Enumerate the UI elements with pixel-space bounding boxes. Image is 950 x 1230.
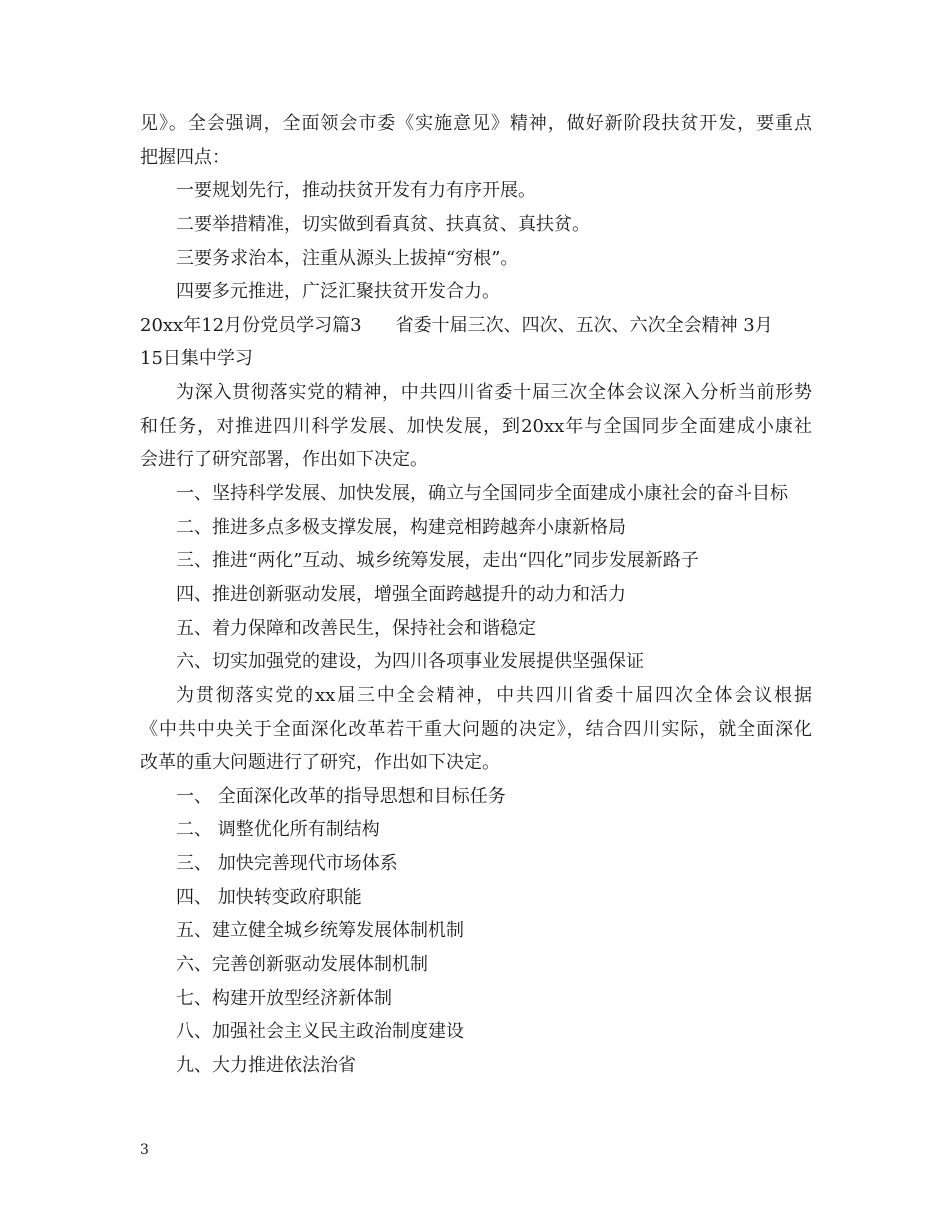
list-item: 二、推进多点多极支撑发展，构建竞相跨越奔小康新格局 (176, 516, 626, 538)
list-item: 八、加强社会主义民主政治制度建设 (176, 1021, 464, 1043)
list-item: 九、大力推进依法治省 (176, 1054, 356, 1076)
paragraph-line: 和任务，对推进四川科学发展、加快发展，到20xx年与全国同步全面建成小康社 (140, 415, 812, 437)
list-item: 七、构建开放型经济新体制 (176, 987, 392, 1009)
paragraph-line: 为贯彻落实党的xx届三中全会精神，中共四川省委十届四次全体会议根据 (176, 684, 812, 706)
list-item: 六、切实加强党的建设，为四川各项事业发展提供坚强保证 (176, 651, 644, 673)
list-item: 四、 加快转变政府职能 (176, 886, 362, 908)
paragraph-line: 四要多元推进，广泛汇聚扶贫开发合力。 (176, 281, 500, 303)
list-item: 三、 加快完善现代市场体系 (176, 853, 398, 875)
paragraph-line: 把握四点： (140, 146, 230, 168)
list-item: 二、 调整优化所有制结构 (176, 819, 380, 841)
list-item: 六、完善创新驱动发展体制机制 (176, 954, 428, 976)
paragraph-line: 三要务求治本，注重从源头上拔掉“穷根”。 (176, 247, 519, 269)
list-item: 五、建立健全城乡统筹发展体制机制 (176, 920, 464, 942)
page-number: 3 (140, 1142, 149, 1158)
heading-part-b: 省委十届三次、四次、五次、六次全会精神 3月 (395, 314, 773, 336)
document-body (140, 114, 812, 1090)
section-heading-line2: 15日集中学习 (140, 348, 253, 370)
list-item: 三、推进“两化”互动、城乡统筹发展，走出“四化”同步发展新路子 (176, 550, 699, 572)
paragraph-line: 为深入贯彻落实党的精神，中共四川省委十届三次全体会议深入分析当前形势 (176, 382, 812, 404)
paragraph-line: 二要举措精准，切实做到看真贫、扶真贫、真扶贫。 (176, 213, 590, 235)
heading-part-a: 20xx年12月份党员学习篇3 (140, 314, 362, 336)
list-item: 一、坚持科学发展、加快发展，确立与全国同步全面建成小康社会的奋斗目标 (176, 483, 788, 505)
paragraph-line: 会进行了研究部署，作出如下决定。 (140, 449, 428, 471)
paragraph-line: 《中共中央关于全面深化改革若干重大问题的决定》，结合四川实际，就全面深化 (140, 718, 812, 740)
list-item: 四、推进创新驱动发展，增强全面跨越提升的动力和活力 (176, 583, 626, 605)
section-heading (140, 316, 812, 336)
list-item: 五、着力保障和改善民生，保持社会和谐稳定 (176, 617, 536, 639)
paragraph-line: 改革的重大问题进行了研究，作出如下决定。 (140, 752, 500, 774)
paragraph-line: 见》。全会强调，全面领会市委《实施意见》精神，做好新阶段扶贫开发，要重点 (140, 113, 812, 134)
paragraph-line: 一要规划先行，推动扶贫开发有力有序开展。 (176, 180, 536, 202)
list-item: 一、 全面深化改革的指导思想和目标任务 (176, 785, 506, 807)
